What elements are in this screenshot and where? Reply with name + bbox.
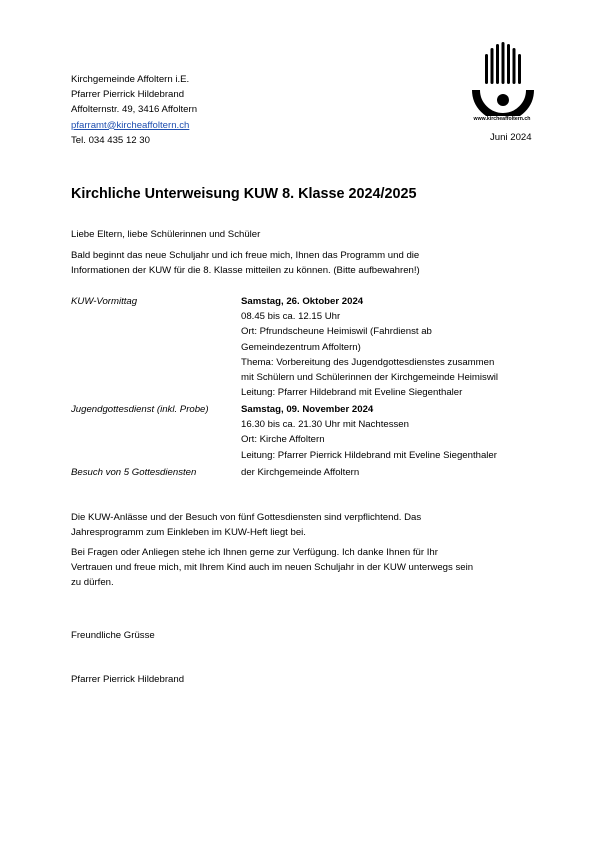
closing: Freundliche Grüsse [71,630,155,641]
schedule-details [241,465,541,480]
sender-address: Affolternstr. 49, 3416 Affoltern [71,104,198,116]
schedule-line: 16.30 bis ca. 21.30 Uhr mit Nachtessen [241,419,409,431]
paragraph-line: Jahresprogramm zum Einkleben im KUW-Heft liegt bei. [71,527,306,539]
sender-block [71,72,197,148]
church-logo-icon [462,42,542,116]
schedule-label: Besuch von 5 Gottesdiensten [71,467,197,478]
schedule-details [241,294,541,400]
paragraph-line: Die KUW-Anlässe und der Besuch von fünf Gottesdiensten sind verpflichtend. Das [71,512,422,523]
page-title: Kirchliche Unterweisung KUW 8. Klasse 2024/2025 [71,186,417,202]
schedule-line: Ort: Kirche Affoltern [241,434,325,446]
sender-email-link[interactable]: pfarramt@kircheaffoltern.ch [71,119,190,131]
schedule-label: KUW-Vormittag [71,296,138,307]
schedule-label: Jugendgottesdienst (inkl. Probe) [71,404,209,415]
schedule-line: der Kirchgemeinde Affoltern [241,467,360,478]
schedule-line: Thema: Vorbereitung des Jugendgottesdienstes zusammen [241,356,495,368]
schedule-line: Gemeindezentrum Affoltern) [241,341,361,353]
schedule-details [241,402,541,463]
obligation-paragraph [71,510,541,540]
schedule-line: Ort: Pfrundscheune Heimiswil (Fahrdienst ab [241,326,432,338]
signature: Pfarrer Pierrick Hildebrand [71,674,185,685]
schedule-line: Leitung: Pfarrer Hildebrand mit Eveline Siegenthaler [241,387,463,399]
schedule-date: Samstag, 26. Oktober 2024 [241,296,364,307]
letter-date: Juni 2024 [490,132,532,143]
sender-parish: Kirchgemeinde Affoltern i.E. [71,74,190,85]
schedule-line: mit Schülern und Schülerinnen der Kirchgemeinde Heimiswil [241,372,499,384]
contact-paragraph [71,545,541,591]
paragraph-line: Bei Fragen oder Anliegen stehe ich Ihnen gerne zur Verfügung. Ich danke Ihnen für Ihr [71,547,438,558]
paragraph-line: Vertrauen und freue mich, mit Ihrem Kind auch im neuen Schuljahr in der KUW unterwegs sein [71,562,474,574]
intro-line: Bald beginnt das neue Schuljahr und ich freue mich, Ihnen das Programm und die [71,250,420,261]
logo-url: www.kircheaffoltern.ch [473,116,531,122]
sender-phone: Tel. 034 435 12 30 [71,134,150,146]
sender-pastor: Pfarrer Pierrick Hildebrand [71,89,185,101]
schedule-date: Samstag, 09. November 2024 [241,404,374,415]
intro-line: Informationen der KUW für die 8. Klasse mitteilen zu können. (Bitte aufbewahren!) [71,265,420,277]
paragraph-line: zu dürfen. [71,577,114,589]
schedule-line: Leitung: Pfarrer Pierrick Hildebrand mit Eveline Siegenthaler [241,449,497,461]
schedule-line: 08.45 bis ca. 12.15 Uhr [241,311,341,323]
intro-paragraph [71,248,541,278]
church-logo [462,42,542,126]
greeting: Liebe Eltern, liebe Schülerinnen und Schüler [71,229,261,240]
